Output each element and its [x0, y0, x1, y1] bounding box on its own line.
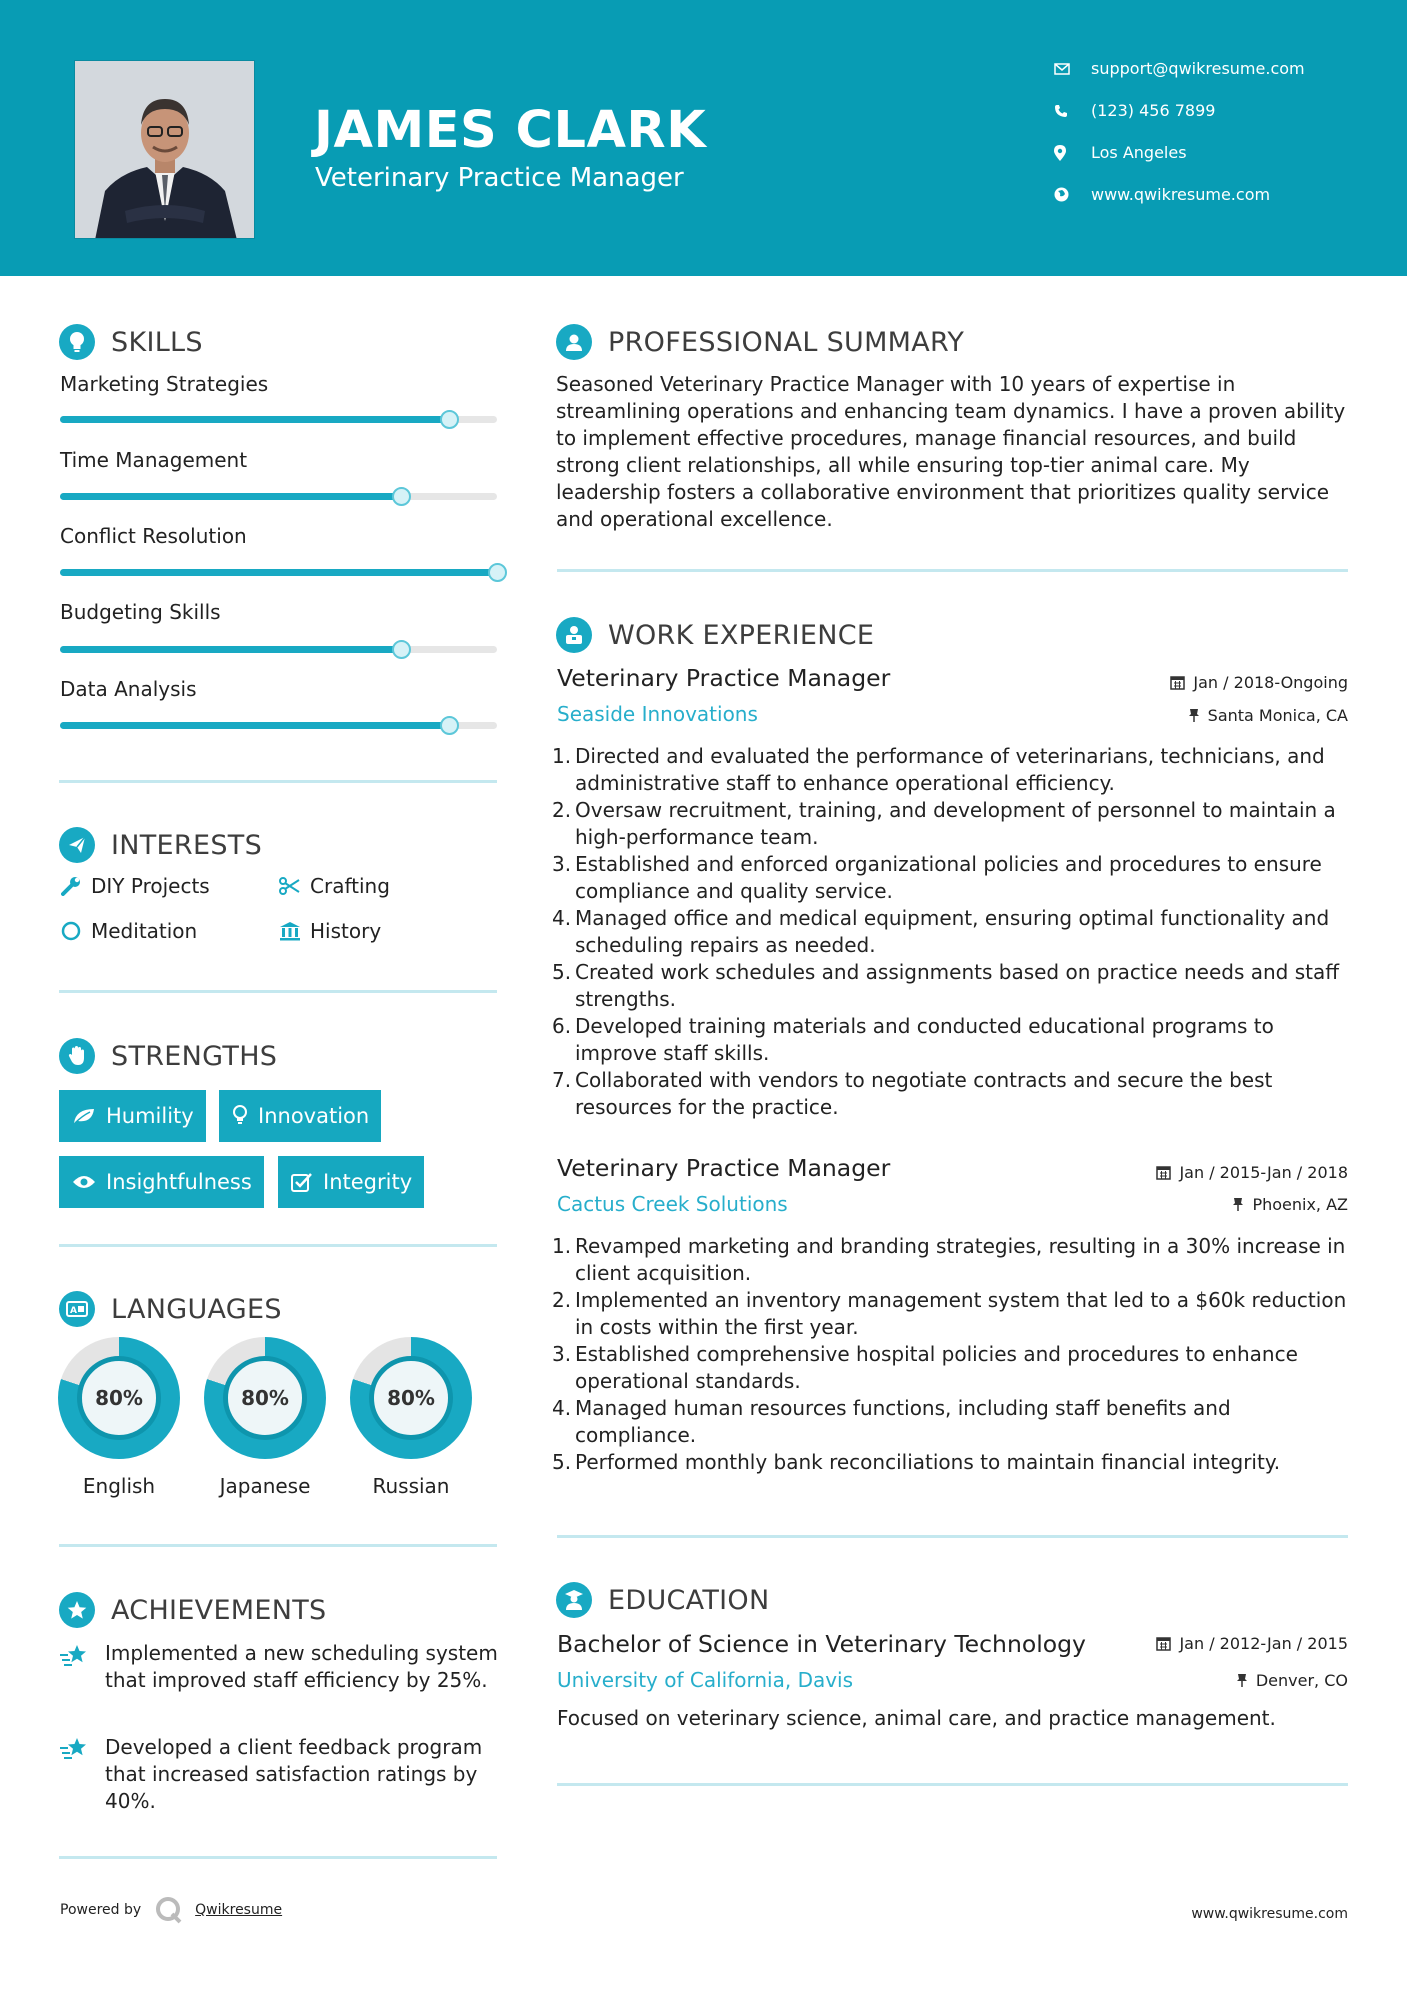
job-title: Veterinary Practice Manager: [557, 1154, 891, 1182]
skill-bar-knob: [392, 487, 411, 506]
languages-title: LANGUAGES: [111, 1293, 282, 1325]
achievements-title: ACHIEVEMENTS: [111, 1594, 327, 1626]
raised-hand-icon: [59, 1038, 95, 1074]
experience-title: WORK EXPERIENCE: [608, 619, 875, 651]
list-item: 2. Implemented an inventory management system that led to a $60k reduction in costs within the first year.: [552, 1288, 1347, 1339]
contact-website-text: www.qwikresume.com: [1091, 185, 1271, 204]
user-icon: [556, 324, 592, 360]
phone-icon: [1054, 104, 1072, 118]
strength-tag: [278, 1156, 424, 1208]
footer-powered-by: [60, 1896, 282, 1924]
skill-label: Data Analysis: [60, 677, 197, 701]
education-dates-text: Jan / 2012-Jan / 2015: [1179, 1634, 1348, 1653]
company-name: Cactus Creek Solutions: [557, 1192, 788, 1216]
contact-email[interactable]: [1054, 59, 1305, 78]
contact-phone-text: (123) 456 7899: [1091, 101, 1216, 120]
list-item: 1. Revamped marketing and branding strategies, resulting in a 30% increase in client acquisition.: [552, 1234, 1346, 1285]
contact-location: [1054, 143, 1187, 162]
strengths-title: STRENGTHS: [111, 1040, 278, 1072]
list-item: 7. Collaborated with vendors to negotiate contracts and secure the best resources for the practice.: [552, 1068, 1273, 1119]
svg-text:A: A: [70, 1306, 78, 1316]
envelope-icon: [1054, 63, 1072, 75]
candidate-name: JAMES CLARK: [314, 101, 707, 160]
section-divider: [59, 1856, 497, 1859]
degree-title: Bachelor of Science in Veterinary Technology: [557, 1630, 1086, 1658]
resume-header: [0, 0, 1407, 276]
education-location: [1236, 1671, 1348, 1690]
graduate-icon: [556, 1582, 592, 1618]
qwikresume-link[interactable]: Qwikresume: [195, 1902, 283, 1918]
strength-label: Innovation: [258, 1104, 370, 1128]
skill-bar-knob: [440, 410, 459, 429]
list-item: 1. Directed and evaluated the performance of veterinarians, technicians, and administrative staff to enhance operational efficiency.: [552, 744, 1325, 795]
interest-label: Crafting: [310, 874, 390, 898]
interest-item: [278, 919, 381, 943]
contact-phone[interactable]: [1054, 101, 1215, 120]
job-dates-text: Jan / 2018-Ongoing: [1193, 673, 1348, 692]
check-square-icon: [291, 1172, 313, 1192]
contact-email-text: support@qwikresume.com: [1091, 59, 1305, 78]
languages-heading: [59, 1291, 282, 1327]
skill-label: Conflict Resolution: [60, 524, 247, 548]
skill-bar-knob: [440, 716, 459, 735]
paper-plane-icon: [59, 827, 95, 863]
section-divider: [59, 780, 497, 783]
skill-bar: [60, 722, 497, 729]
experience-heading: [556, 617, 874, 653]
scissors-icon: [278, 877, 302, 895]
skill-bar-fill: [60, 722, 449, 729]
star-badge-icon: [59, 1592, 95, 1628]
list-item: 3. Established and enforced organizational policies and procedures to ensure compliance and quality service.: [552, 852, 1322, 903]
job-location: [1188, 706, 1348, 725]
skill-label: Budgeting Skills: [60, 600, 221, 624]
calendar-icon: [1170, 675, 1185, 690]
circle-icon: [59, 921, 83, 941]
strength-tag: [219, 1090, 381, 1142]
job-responsibilities: [552, 743, 1357, 1121]
education-heading: [556, 1582, 769, 1618]
language-ring: [58, 1337, 180, 1459]
skills-title: SKILLS: [111, 326, 203, 358]
interest-item: [59, 919, 197, 943]
skills-heading: [59, 324, 203, 360]
skill-label: Marketing Strategies: [60, 372, 269, 396]
job-location: [1232, 1195, 1348, 1214]
candidate-title: Veterinary Practice Manager: [315, 163, 684, 193]
strength-label: Integrity: [323, 1170, 413, 1194]
education-location-text: Denver, CO: [1255, 1671, 1348, 1690]
language-name: Russian: [372, 1474, 450, 1498]
calendar-icon: [1156, 1165, 1171, 1180]
section-divider: [557, 1783, 1348, 1786]
interest-label: DIY Projects: [91, 874, 210, 898]
footer-url[interactable]: www.qwikresume.com: [1191, 1906, 1348, 1922]
skill-bar-fill: [60, 493, 401, 500]
achievement-item: Developed a client feedback program that increased satisfaction ratings by 40%.: [105, 1735, 483, 1813]
list-item: 4. Managed office and medical equipment, ensuring optimal functionality and scheduling repairs as needed.: [552, 906, 1330, 957]
contact-website[interactable]: [1054, 185, 1270, 204]
interest-label: Meditation: [91, 919, 198, 943]
language-percent: 80%: [223, 1356, 307, 1440]
job-dates-text: Jan / 2015-Jan / 2018: [1179, 1163, 1348, 1182]
eye-icon: [72, 1174, 96, 1190]
achievements-heading: [59, 1592, 327, 1628]
list-item: 6. Developed training materials and conducted educational programs to improve staff skills.: [552, 1014, 1274, 1065]
job-location-text: Phoenix, AZ: [1252, 1195, 1348, 1214]
summary-title: PROFESSIONAL SUMMARY: [608, 326, 965, 358]
skill-label: Time Management: [60, 448, 248, 472]
section-divider: [59, 1544, 497, 1547]
education-description: Focused on veterinary science, animal care, and practice management.: [557, 1706, 1276, 1730]
job-dates: [1170, 673, 1348, 692]
shooting-star-icon: [59, 1643, 91, 1673]
powered-by-text: Powered by: [60, 1902, 142, 1918]
strength-label: Insightfulness: [106, 1170, 252, 1194]
strength-tag: [59, 1090, 206, 1142]
lightbulb-icon: [59, 324, 95, 360]
skill-bar: [60, 493, 497, 500]
skill-bar: [60, 569, 497, 576]
section-divider: [557, 1535, 1348, 1538]
job-location-text: Santa Monica, CA: [1207, 706, 1348, 725]
list-item: 5. Performed monthly bank reconciliations to maintain financial integrity.: [552, 1450, 1281, 1474]
language-percent: 80%: [77, 1356, 161, 1440]
list-item: 5. Created work schedules and assignments based on practice needs and staff strengths.: [552, 960, 1340, 1011]
globe-icon: [1054, 187, 1072, 202]
language-ring: [350, 1337, 472, 1459]
company-name: Seaside Innovations: [557, 702, 758, 726]
education-title: EDUCATION: [608, 1584, 770, 1616]
language-name: Japanese: [219, 1474, 311, 1498]
interest-item: [59, 874, 210, 898]
list-item: 2. Oversaw recruitment, training, and development of personnel to maintain a high-performance team.: [552, 798, 1336, 849]
shooting-star-icon: [59, 1736, 91, 1766]
museum-icon: [278, 921, 302, 941]
pushpin-icon: [1188, 708, 1200, 723]
section-divider: [557, 569, 1348, 572]
language-card-icon: [59, 1291, 95, 1327]
skill-bar-fill: [60, 569, 497, 576]
strengths-heading: [59, 1038, 277, 1074]
list-item: 4. Managed human resources functions, including staff benefits and compliance.: [552, 1396, 1231, 1447]
list-item: 3. Established comprehensive hospital policies and procedures to enhance operational standards.: [552, 1342, 1298, 1393]
job-dates: [1156, 1163, 1348, 1182]
language-ring: [204, 1337, 326, 1459]
language-percent: 80%: [369, 1356, 453, 1440]
strength-label: Humility: [106, 1104, 194, 1128]
leaf-icon: [72, 1107, 96, 1125]
skill-bar-fill: [60, 646, 401, 653]
skill-bar: [60, 416, 497, 423]
interest-label: History: [310, 919, 382, 943]
skill-bar-knob: [392, 640, 411, 659]
interests-heading: [59, 827, 262, 863]
job-title: Veterinary Practice Manager: [557, 664, 891, 692]
map-pin-icon: [1054, 145, 1072, 161]
school-name: University of California, Davis: [557, 1668, 854, 1692]
section-divider: [59, 1244, 497, 1247]
pushpin-icon: [1232, 1197, 1244, 1212]
calendar-icon: [1156, 1636, 1171, 1651]
skill-bar-knob: [488, 563, 507, 582]
summary-text: Seasoned Veterinary Practice Manager with 10 years of expertise in streamlining operations and enhancing team dynamics. I have a proven ability to implement effective procedures, manage financial resources, and build strong client relationships, all while ensuring top-tier animal care. My leadership fosters a collaborative environment that prioritizes quality service and operational excellence.: [556, 372, 1346, 531]
language-name: English: [82, 1474, 156, 1498]
briefcase-user-icon: [556, 617, 592, 653]
skill-bar-fill: [60, 416, 449, 423]
section-divider: [59, 990, 497, 993]
interest-item: [278, 874, 390, 898]
qwikresume-logo-icon: [155, 1896, 183, 1924]
strength-tag: [59, 1156, 264, 1208]
contact-location-text: Los Angeles: [1091, 143, 1187, 162]
summary-heading: [556, 324, 964, 360]
pushpin-icon: [1236, 1673, 1248, 1688]
wrench-icon: [59, 876, 83, 896]
achievement-item: Implemented a new scheduling system that improved staff efficiency by 25%.: [105, 1641, 498, 1692]
education-dates: [1156, 1634, 1348, 1653]
interests-title: INTERESTS: [111, 829, 263, 861]
job-responsibilities: [552, 1233, 1357, 1476]
skill-bar: [60, 646, 497, 653]
profile-photo: [74, 60, 255, 239]
lightbulb-icon: [232, 1105, 248, 1127]
